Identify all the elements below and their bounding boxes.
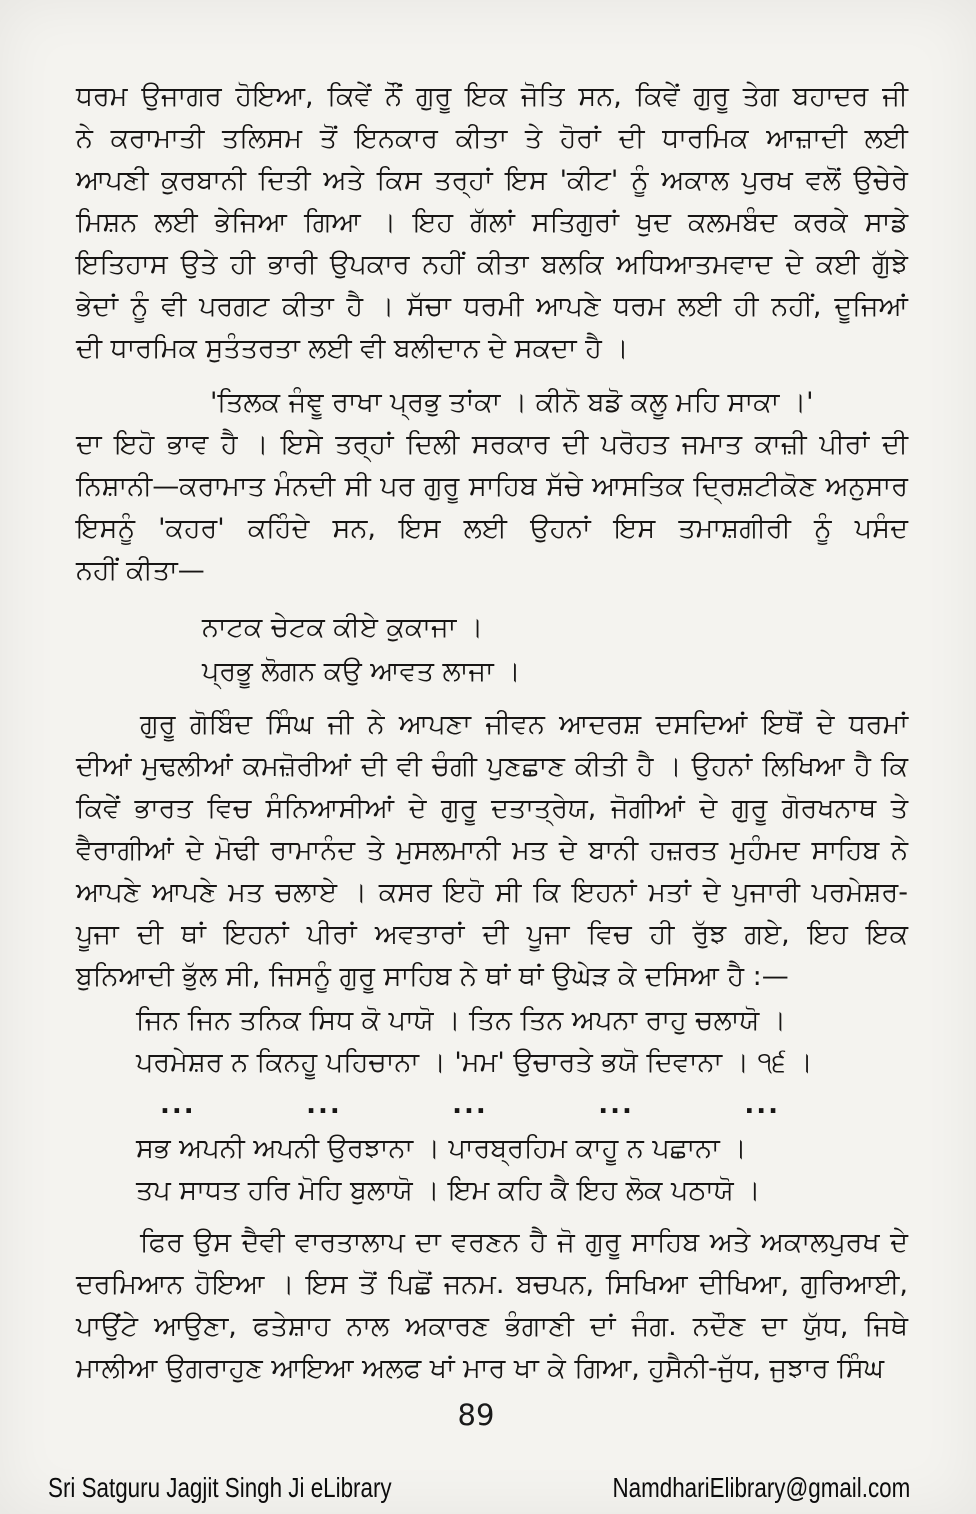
ellipsis-group: ...	[306, 1090, 342, 1120]
text-line: ਫਿਰ ਉਸ ਦੈਵੀ ਵਾਰਤਾਲਾਪ ਦਾ ਵਰਣਨ ਹੈ ਜੋ ਗੁਰੂ ਸਾਹਿਬ ਅਤੇ ਅਕਾਲਪੁਰਖ ਦੇ	[140, 1227, 908, 1258]
text-line: ਨਾਟਕ ਚੇਟਕ ਕੀਏ ਕੁਕਾਜਾ ।	[202, 612, 484, 643]
couplet-block	[76, 606, 908, 694]
text-line: ਦੀ ਧਾਰਮਿਕ ਸੁਤੰਤਰਤਾ ਲਈ ਵੀ ਬਲੀਦਾਨ ਦੇ ਸਕਦਾ ਹੈ ।	[76, 333, 629, 364]
text-line: ਮਿਸ਼ਨ ਲਈ ਭੇਜਿਆ ਗਿਆ । ਇਹ ਗੱਲਾਂ ਸਤਿਗੁਰਾਂ ਖੁਦ ਕਲਮਬੰਦ ਕਰਕੇ ਸਾਡੇ	[76, 207, 908, 238]
text-line: ਦਾ ਇਹੋ ਭਾਵ ਹੈ । ਇਸੇ ਤਰ੍ਹਾਂ ਦਿਲੀ ਸਰਕਾਰ ਦੀ ਪਰੋਹਤ ਜਮਾਤ ਕਾਜ਼ੀ ਪੀਰਾਂ ਦੀ	[76, 429, 908, 460]
text-line: ਇਸਨੂੰ 'ਕਹਰ' ਕਹਿੰਦੇ ਸਨ, ਇਸ ਲਈ ਉਹਨਾਂ ਇਸ ਤਮਾਸ਼ਗੀਰੀ ਨੂੰ ਪਸੰਦ	[76, 513, 908, 544]
ellipsis-group: ...	[452, 1090, 488, 1120]
verse-block	[76, 1128, 908, 1212]
text-line: ਕਿਵੇਂ ਭਾਰਤ ਵਿਚ ਸੰਨਿਆਸੀਆਂ ਦੇ ਗੁਰੂ ਦਤਾਤ੍ਰੇਯ, ਜੋਗੀਆਂ ਦੇ ਗੁਰੂ ਗੋਰਖਨਾਥ ਤੇ	[76, 793, 908, 824]
page-number: 89	[457, 1398, 495, 1432]
verse-block	[76, 1000, 908, 1084]
text-line: ਤਪ ਸਾਧਤ ਹਰਿ ਮੋਹਿ ਬੁਲਾਯੋ । ਇਮ ਕਹਿ ਕੈ ਇਹ ਲੋਕ ਪਠਾਯੋ ।	[136, 1175, 761, 1206]
text-line: ਜਿਨ ਜਿਨ ਤਨਿਕ ਸਿਧ ਕੋ ਪਾਯੋ । ਤਿਨ ਤਿਨ ਅਪਨਾ ਰਾਹੁ ਚਲਾਯੋ ।	[136, 1005, 787, 1036]
text-line: ਧਰਮ ਉਜਾਗਰ ਹੋਇਆ, ਕਿਵੇਂ ਨੌਂ ਗੁਰੂ ਇਕ ਜੋਤਿ ਸਨ, ਕਿਵੇਂ ਗੁਰੂ ਤੇਗ ਬਹਾਦਰ ਜੀ	[76, 81, 908, 112]
text-line: ਭੇਦਾਂ ਨੂੰ ਵੀ ਪਰਗਟ ਕੀਤਾ ਹੈ । ਸੱਚਾ ਧਰਮੀ ਆਪਣੇ ਧਰਮ ਲਈ ਹੀ ਨਹੀਂ, ਦੂਜਿਆਂ	[76, 291, 908, 322]
footer	[48, 1472, 910, 1504]
para-block	[76, 1222, 908, 1390]
text-line: ਸਭ ਅਪਨੀ ਅਪਨੀ ਉਰਝਾਨਾ । ਪਾਰਬ੍ਰਹਿਮ ਕਾਹੂ ਨ ਪਛਾਨਾ ।	[136, 1133, 747, 1164]
para-block	[76, 704, 908, 998]
text-line: ਨੇ ਕਰਾਮਾਤੀ ਤਲਿਸਮ ਤੋਂ ਇਨਕਾਰ ਕੀਤਾ ਤੇ ਹੋਰਾਂ ਦੀ ਧਾਰਮਿਕ ਆਜ਼ਾਦੀ ਲਈ	[76, 123, 908, 154]
text-line: ਪ੍ਰਭੂ ਲੋਗਨ ਕਉ ਆਵਤ ਲਾਜਾ ।	[202, 656, 521, 687]
para-block	[76, 76, 908, 370]
text-line: ਵੈਰਾਗੀਆਂ ਦੇ ਮੋਢੀ ਰਾਮਾਨੰਦ ਤੇ ਮੁਸਲਮਾਨੀ ਮਤ ਦੇ ਬਾਨੀ ਹਜ਼ਰਤ ਮੁਹੰਮਦ ਸਾਹਿਬ ਨੇ	[76, 835, 908, 866]
ellipsis-row	[160, 1084, 780, 1126]
ellipsis-group: ...	[744, 1090, 780, 1120]
text-line: ਗੁਰੂ ਗੋਬਿੰਦ ਸਿੰਘ ਜੀ ਨੇ ਆਪਣਾ ਜੀਵਨ ਆਦਰਸ਼ ਦਸਦਿਆਂ ਇਥੋਂ ਦੇ ਧਰਮਾਂ	[140, 709, 908, 740]
ellipsis-group: ...	[160, 1090, 196, 1120]
text-line: ਪਰਮੇਸ਼ਰ ਨ ਕਿਨਹੂ ਪਹਿਚਾਨਾ । 'ਮਮ' ਉਚਾਰਤੇ ਭਯੋ ਦਿਵਾਨਾ । ੧੬ ।	[136, 1047, 813, 1078]
ellipsis-group: ...	[598, 1090, 634, 1120]
text-line: ਬੁਨਿਆਦੀ ਭੁੱਲ ਸੀ, ਜਿਸਨੂੰ ਗੁਰੂ ਸਾਹਿਬ ਨੇ ਥਾਂ ਥਾਂ ਉਘੇੜ ਕੇ ਦਸਿਆ ਹੈ :—	[76, 961, 789, 992]
footer-library-credit: Sri Satguru Jagjit Singh Ji eLibrary	[48, 1472, 392, 1503]
text-line: ਨਿਸ਼ਾਨੀ—ਕਰਾਮਾਤ ਮੰਨਦੀ ਸੀ ਪਰ ਗੁਰੂ ਸਾਹਿਬ ਸੱਚੇ ਆਸਤਿਕ ਦ੍ਰਿਸ਼ਟੀਕੋਣ ਅਨੁਸਾਰ	[76, 471, 908, 502]
text-line: ਪੂਜਾ ਦੀ ਥਾਂ ਇਹਨਾਂ ਪੀਰਾਂ ਅਵਤਾਰਾਂ ਦੀ ਪੂਜਾ ਵਿਚ ਹੀ ਰੁੱਝ ਗਏ, ਇਹ ਇਕ	[76, 919, 908, 950]
text-line: ਇਤਿਹਾਸ ਉਤੇ ਹੀ ਭਾਰੀ ਉਪਕਾਰ ਨਹੀਂ ਕੀਤਾ ਬਲਕਿ ਅਧਿਆਤਮਵਾਦ ਦੇ ਕਈ ਗੁੱਝੇ	[76, 249, 908, 280]
footer-email: NamdhariElibrary@gmail.com	[612, 1472, 910, 1503]
text-line: ਮਾਲੀਆ ਉਗਰਾਹੁਣ ਆਇਆ ਅਲਫ ਖਾਂ ਮਾਰ ਖਾ ਕੇ ਗਿਆ, ਹੁਸੈਨੀ-ਜੁੱਧ, ਜੁਝਾਰ ਸਿੰਘ	[76, 1353, 884, 1384]
text-line: ਪਾਉਂਟੇ ਆਉਣਾ, ਫਤੇਸ਼ਾਹ ਨਾਲ ਅਕਾਰਣ ਭੰਗਾਣੀ ਦਾਂ ਜੰਗ. ਨਦੌਣ ਦਾ ਯੁੱਧ, ਜਿਥੇ	[76, 1311, 908, 1342]
page-text	[76, 76, 908, 1390]
quote-block	[76, 382, 908, 424]
text-line: ਆਪਣੀ ਕੁਰਬਾਨੀ ਦਿਤੀ ਅਤੇ ਕਿਸ ਤਰ੍ਹਾਂ ਇਸ 'ਕੀਟ' ਨੂੰ ਅਕਾਲ ਪੁਰਖ ਵਲੋਂ ਉਚੇਰੇ	[76, 165, 908, 196]
text-line: ਆਪਣੇ ਆਪਣੇ ਮਤ ਚਲਾਏ । ਕਸਰ ਇਹੋ ਸੀ ਕਿ ਇਹਨਾਂ ਮਤਾਂ ਦੇ ਪੁਜਾਰੀ ਪਰਮੇਸ਼ਰ-	[76, 877, 908, 908]
text-line: ਦਰਮਿਆਨ ਹੋਇਆ । ਇਸ ਤੋਂ ਪਿਛੋਂ ਜਨਮ. ਬਚਪਨ, ਸਿਖਿਆ ਦੀਖਿਆ, ਗੁਰਿਆਈ,	[76, 1269, 908, 1300]
text-line: ਨਹੀਂ ਕੀਤਾ—	[76, 555, 205, 586]
text-line: ਦੀਆਂ ਮੁਢਲੀਆਂ ਕਮਜ਼ੋਰੀਆਂ ਦੀ ਵੀ ਚੰਗੀ ਪੁਣਛਾਣ ਕੀਤੀ ਹੈ । ਉਹਨਾਂ ਲਿਖਿਆ ਹੈ ਕਿ	[76, 751, 908, 782]
para-block	[76, 424, 908, 592]
text-line: 'ਤਿਲਕ ਜੰਞੂ ਰਾਖਾ ਪ੍ਰਭੁ ਤਾਂਕਾ । ਕੀਨੋ ਬਡੋ ਕਲੂ ਮਹਿ ਸਾਕਾ ।'	[210, 387, 814, 418]
